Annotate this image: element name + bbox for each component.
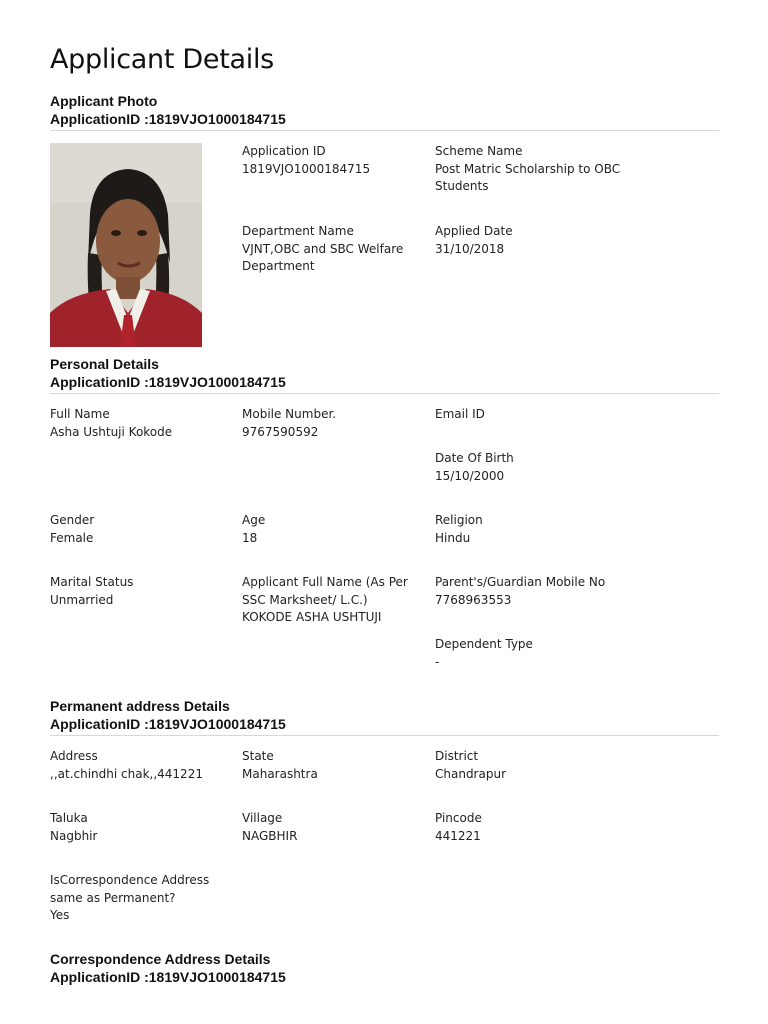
divider	[50, 735, 719, 736]
field-scheme-name: Scheme Name Post Matric Scholarship to OBC Students	[435, 144, 621, 193]
divider	[50, 130, 719, 131]
section-application-id: ApplicationID :1819VJO1000184715	[50, 111, 286, 127]
section-application-id: ApplicationID :1819VJO1000184715	[50, 716, 286, 732]
field-email-id: Email ID	[435, 407, 485, 421]
section-heading: Permanent address Details	[50, 698, 230, 714]
field-village: Village NAGBHIR	[242, 811, 298, 843]
field-date-of-birth: Date Of Birth 15/10/2000	[435, 451, 514, 483]
field-dependent-type: Dependent Type -	[435, 637, 533, 669]
field-department-name: Department Name VJNT,OBC and SBC Welfare Department	[242, 224, 404, 273]
field-district: District Chandrapur	[435, 749, 507, 781]
section-heading: Applicant Photo	[50, 93, 158, 109]
field-ssc-full-name: Applicant Full Name (As Per SSC Marksheet/ L.C.) KOKODE ASHA USHTUJI	[242, 575, 408, 624]
section-heading: Correspondence Address Details	[50, 951, 271, 967]
field-application-id: Application ID 1819VJO1000184715	[242, 144, 371, 176]
field-marital-status: Marital Status Unmarried	[50, 575, 134, 607]
section-application-id: ApplicationID :1819VJO1000184715	[50, 969, 286, 985]
field-correspondence-same: IsCorrespondence Address same as Permanent? Yes	[50, 873, 210, 922]
field-age: Age 18	[242, 513, 266, 545]
section-correspondence-address	[50, 950, 719, 986]
field-mobile-number: Mobile Number. 9767590592	[242, 407, 337, 439]
field-address: Address ,,at.chindhi chak,,441221	[50, 749, 203, 781]
section-applicant-photo	[50, 92, 719, 131]
field-pincode: Pincode 441221	[435, 811, 482, 843]
section-application-id: ApplicationID :1819VJO1000184715	[50, 374, 286, 390]
section-personal-details	[50, 355, 719, 394]
divider	[50, 393, 719, 394]
section-heading: Personal Details	[50, 356, 159, 372]
field-taluka: Taluka Nagbhir	[50, 811, 98, 843]
applicant-photo	[50, 143, 202, 347]
field-state: State Maharashtra	[242, 749, 318, 781]
field-religion: Religion Hindu	[435, 513, 483, 545]
section-permanent-address	[50, 697, 719, 736]
field-full-name: Full Name Asha Ushtuji Kokode	[50, 407, 173, 439]
field-gender: Gender Female	[50, 513, 95, 545]
field-guardian-mobile: Parent's/Guardian Mobile No 7768963553	[435, 575, 606, 607]
page-title: Applicant Details	[50, 44, 274, 75]
field-applied-date: Applied Date 31/10/2018	[435, 224, 513, 256]
